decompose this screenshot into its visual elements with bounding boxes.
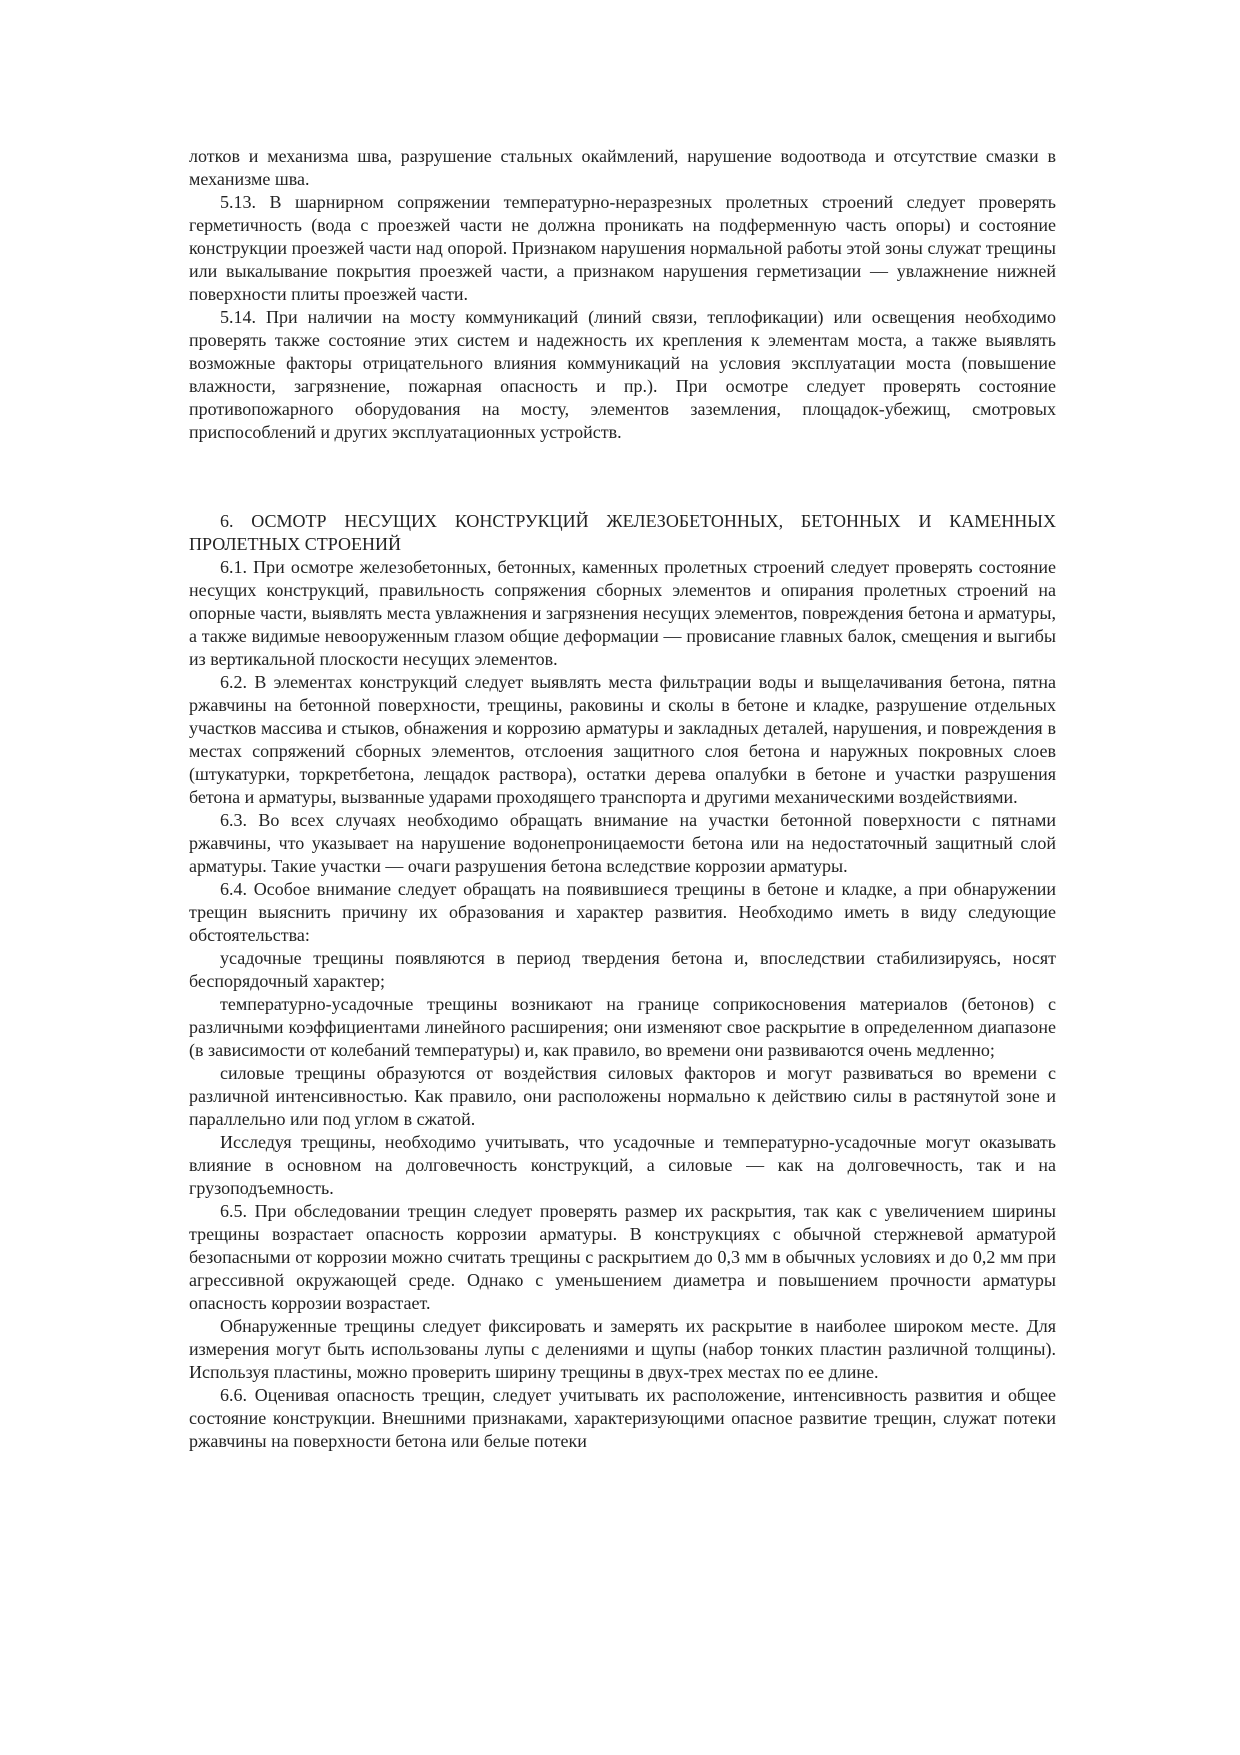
section-heading: 6. ОСМОТР НЕСУЩИХ КОНСТРУКЦИЙ ЖЕЛЕЗОБЕТОННЫХ, БЕТОННЫХ И КАМЕННЫХ ПРОЛЕТНЫХ СТРОЕНИЙ: [189, 511, 1056, 554]
paragraph-6-1: 6.1. При осмотре железобетонных, бетонных, каменных пролетных строений следует проверять состояние несущих конструкций, правильность сопряжения сборных элементов и опирания пролетных строений на опорные части, выявлять места увлажнения и загрязнения несущих элементов, повреждения бетона и арматуры, а также видимые невооруженным глазом общие деформации — провисание главных балок, смещения и выгибы из вертикальной плоскости несущих элементов.: [189, 557, 1056, 669]
document-page: [189, 145, 1056, 1453]
paragraph-6-2: 6.2. В элементах конструкций следует выявлять места фильтрации воды и выщелачивания бетона, пятна ржавчины на бетонной поверхности, трещины, раковины и сколы в бетоне и кладке, разрушение отдельных участков массива и стыков, обнажения и коррозию арматуры и закладных деталей, нарушения, и повреждения в местах сопряжений сборных элементов, отслоения защитного слоя бетона и наружных покровных слоев (штукатурки, торкретбетона, лещадок раствора), остатки дерева опалубки в бетоне и участки разрушения бетона и арматуры, вызванные ударами проходящего транспорта и другими механическими воздействиями.: [189, 672, 1056, 807]
list-item-thermal-cracks: температурно-усадочные трещины возникают на границе соприкосновения материалов (бетонов) с различными коэффициентами линейного расширения; они изменяют свое раскрытие в определенном диапазоне (в зависимости от колебаний температуры) и, как правило, во времени они развиваются очень медленно;: [189, 994, 1056, 1060]
paragraph-6-3: 6.3. Во всех случаях необходимо обращать внимание на участки бетонной поверхности с пятнами ржавчины, что указывает на нарушение водонепроницаемости бетона или на недостаточный защитный слой арматуры. Такие участки — очаги разрушения бетона вследствие коррозии арматуры.: [189, 810, 1056, 876]
list-item-shrinkage-cracks: усадочные трещины появляются в период твердения бетона и, впоследствии стабилизируясь, носят беспорядочный характер;: [189, 948, 1056, 991]
paragraph-6-6: 6.6. Оценивая опасность трещин, следует учитывать их расположение, интенсивность развития и общее состояние конструкции. Внешними признаками, характеризующими опасное развитие трещин, служат потеки ржавчины на поверхности бетона или белые потеки: [189, 1385, 1056, 1451]
paragraph-continuation: лотков и механизма шва, разрушение стальных окаймлений, нарушение водоотвода и отсутствие смазки в механизме шва.: [189, 146, 1056, 189]
paragraph-crack-analysis: Исследуя трещины, необходимо учитывать, что усадочные и температурно-усадочные могут оказывать влияние в основном на долговечность конструкций, а силовые — как на долговечность, так и на грузоподъемность.: [189, 1132, 1056, 1198]
paragraph-6-4: 6.4. Особое внимание следует обращать на появившиеся трещины в бетоне и кладке, а при обнаружении трещин выяснить причину их образования и характер развития. Необходимо иметь в виду следующие обстоятельства:: [189, 879, 1056, 945]
paragraph-6-5: 6.5. При обследовании трещин следует проверять размер их раскрытия, так как с увеличением ширины трещины возрастает опасность коррозии арматуры. В конструкциях с обычной стержневой арматурой безопасными от коррозии можно считать трещины с раскрытием до 0,3 мм в обычных условиях и до 0,2 мм при агрессивной окружающей среде. Однако с уменьшением диаметра и повышением прочности арматуры опасность коррозии возрастает.: [189, 1201, 1056, 1313]
paragraph-crack-measurement: Обнаруженные трещины следует фиксировать и замерять их раскрытие в наиболее широком месте. Для измерения могут быть использованы лупы с делениями и щупы (набор тонких пластин различной толщины). Используя пластины, можно проверить ширину трещины в двух-трех местах по ее длине.: [189, 1316, 1056, 1382]
list-item-force-cracks: силовые трещины образуются от воздействия силовых факторов и могут развиваться во времени с различной интенсивностью. Как правило, они расположены нормально к действию силы в растянутой зоне и параллельно или под углом в сжатой.: [189, 1063, 1056, 1129]
paragraph-5-13: 5.13. В шарнирном сопряжении температурно-неразрезных пролетных строений следует проверять герметичность (вода с проезжей части не должна проникать на подферменную часть опоры) и состояние конструкции проезжей части над опорой. Признаком нарушения нормальной работы этой зоны служат трещины или выкалывание покрытия проезжей части, а признаком нарушения герметизации — увлажнение нижней поверхности плиты проезжей части.: [189, 192, 1056, 304]
section-spacer: [189, 444, 1056, 510]
paragraph-5-14: 5.14. При наличии на мосту коммуникаций (линий связи, теплофикации) или освещения необходимо проверять также состояние этих систем и надежность их крепления к элементам моста, а также выявлять возможные факторы отрицательного влияния коммуникаций на условия эксплуатации моста (повышение влажности, загрязнение, пожарная опасность и пр.). При осмотре следует проверять состояние противопожарного оборудования на мосту, элементов заземления, площадок-убежищ, смотровых приспособлений и других эксплуатационных устройств.: [189, 307, 1056, 442]
